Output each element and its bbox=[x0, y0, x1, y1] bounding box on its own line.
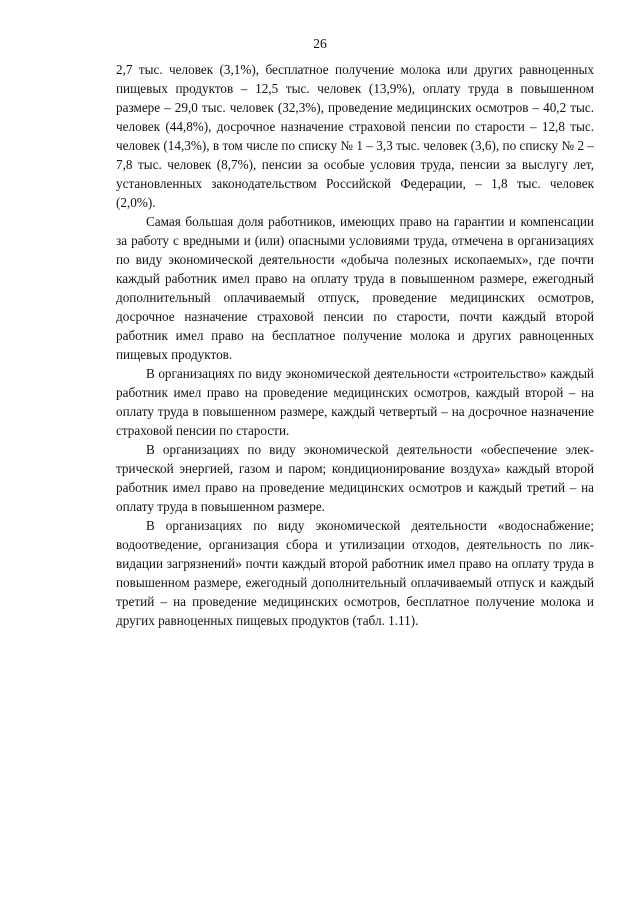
paragraph-energy: В организациях по виду экономической деятельности «обеспечение электрической энергией, газом и паром; кондиционирование воздуха» каждый второй работник имел право на проведение медицинских осмотров и каждый третий – на оплату труда в повышенном размере. bbox=[116, 442, 594, 514]
paragraph-mining: Самая большая доля работников, имеющих право на гарантии и компенсации за работу с вредными и (или) опасными условиями труда, отмечена в организациях по виду экономической деятельности «добыча полезных ископаемых», где почти каждый работник имел право на оплату труда в повышенном размере, ежегодный дополнительный оплачиваемый отпуск, проведение медицинских осмотров, досрочное назначение страховой пенсии по старости, почти каждый второй работник имел право на бесплатное получение молока и других равноценных пищевых продуктов. bbox=[116, 214, 594, 362]
paragraph-water-supply: В организациях по виду экономической деятельности «водоснабжение; водоотведение, организация сбора и утилизации отходов, деятельность по ликвидации загрязнений» почти каждый второй работник имел право на оплату труда в повышенном размере, ежегодный дополнительный оплачиваемый отпуск и каждый третий – на проведение медицинских осмотров, бесплатное получение молока и других равноценных пищевых продуктов (табл. 1.11). bbox=[116, 518, 594, 628]
document-body bbox=[116, 60, 594, 630]
paragraph-construction: В организациях по виду экономической деятельности «строительство» каждый работник имел право на проведение медицинских осмотров, каждый второй – на оплату труда в повышенном размере, каждый четвертый – на досрочное назначение страховой пенсии по старости. bbox=[116, 366, 594, 438]
page-number: 26 bbox=[313, 36, 327, 51]
paragraph-continuation: 2,7 тыс. человек (3,1%), бесплатное получение молока или других равноценных пищевых продуктов – 12,5 тыс. человек (13,9%), оплату труда в повышенном размере – 29,0 тыс. человек (32,3%), проведение медицинских осмотров – 40,2 тыс. человек (44,8%), досрочное назначение страховой пенсии по старости – 12,8 тыс. человек (14,3%), в том числе по списку № 1 – 3,3 тыс. человек (3,6), по списку № 2 – 7,8 тыс. человек (8,7%), пенсии за особые условия труда, пенсии за выслугу лет, установленных законодательством Российской Федерации, – 1,8 тыс. человек (2,0%). bbox=[116, 62, 594, 210]
